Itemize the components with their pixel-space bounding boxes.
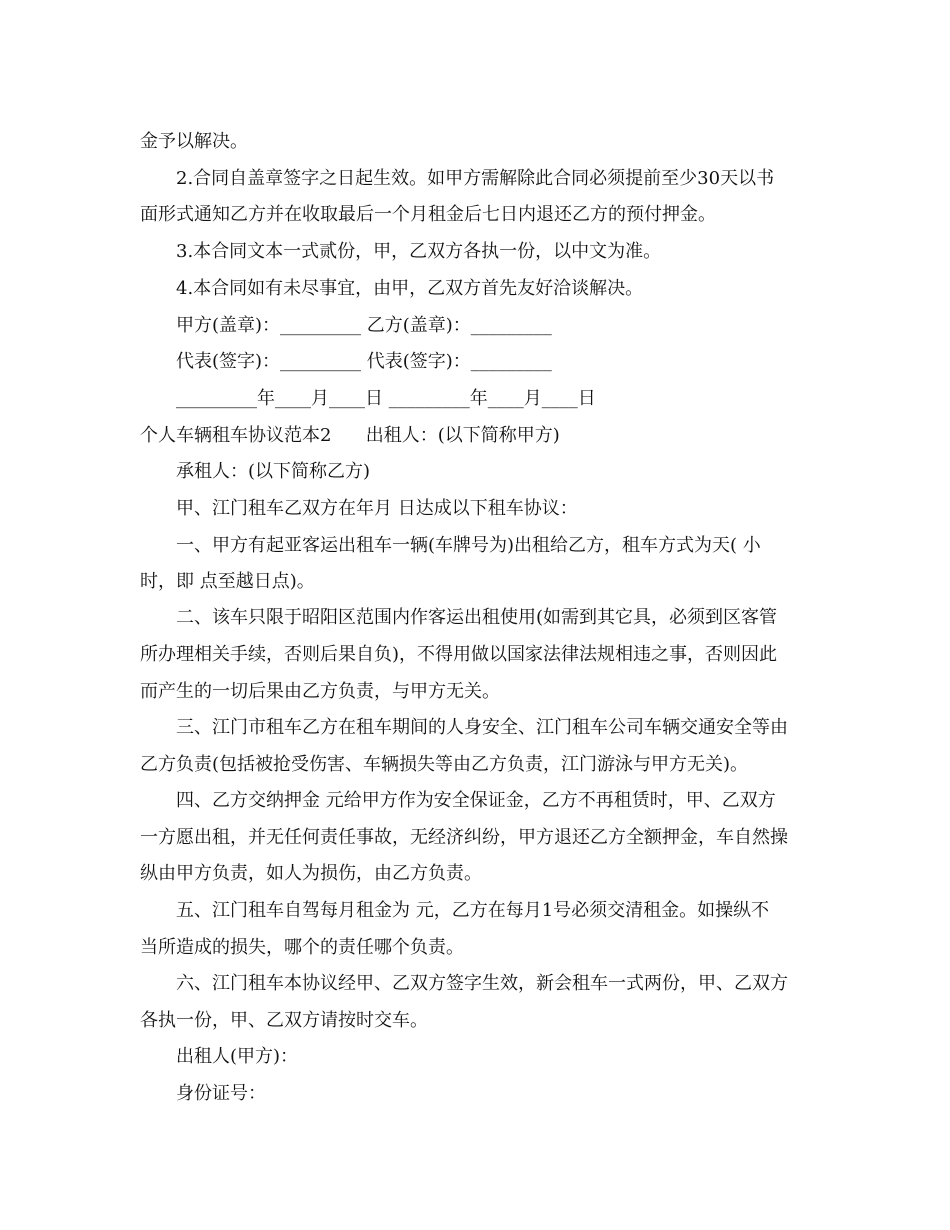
paragraph-line: 金予以解决。	[140, 131, 248, 152]
paragraph-line: 面形式通知乙方并在收取最后一个月租金后七日内退还乙方的预付押金。	[140, 204, 716, 225]
section-heading: 个人车辆租车协议范本2 出租人：(以下简称甲方)	[140, 425, 560, 446]
paragraph-line: 4.本合同如有未尽事宜，由甲，乙双方首先友好洽谈解决。	[176, 278, 644, 299]
lessor-label: 出租人(甲方)：	[176, 1046, 299, 1067]
signature-line-seal: 甲方(盖章)：_________ 乙方(盖章)：_________	[176, 315, 552, 336]
paragraph-line: 一、甲方有起亚客运出租车一辆(车牌号为)出租给乙方，租车方式为天( 小	[176, 535, 761, 556]
paragraph-line: 所办理相关手续，否则后果自负)，不得用做以国家法律法规相违之事，否则因此	[140, 644, 778, 665]
id-number-label: 身份证号：	[176, 1083, 266, 1104]
date-line: _________年____月____日 _________年____月____日	[176, 388, 596, 409]
paragraph-line: 各执一份，甲、乙双方请按时交车。	[140, 1010, 428, 1031]
paragraph-line: 3.本合同文本一式贰份，甲，乙双方各执一份，以中文为准。	[176, 241, 662, 262]
paragraph-line: 当所造成的损失，哪个的责任哪个负责。	[140, 937, 464, 958]
paragraph-line: 承租人：(以下简称乙方)	[176, 461, 371, 482]
paragraph-line: 二、该车只限于昭阳区范围内作客运出租使用(如需到其它具，必须到区客管	[176, 607, 778, 628]
paragraph-line: 三、江门市租车乙方在租车期间的人身安全、江门租车公司车辆交通安全等由	[176, 717, 788, 738]
paragraph-line: 时，即 点至越日点)。	[140, 571, 315, 592]
paragraph-line: 2.合同自盖章签字之日起生效。如甲方需解除此合同必须提前至少30天以书	[176, 168, 775, 189]
paragraph-line: 而产生的一切后果由乙方负责，与甲方无关。	[140, 681, 500, 702]
paragraph-line: 甲、江门租车乙双方在年月 日达成以下租车协议：	[176, 498, 578, 519]
paragraph-line: 乙方负责(包括被抢受伤害、车辆损失等由乙方负责，江门游泳与甲方无关)。	[140, 754, 749, 775]
paragraph-line: 四、乙方交纳押金 元给甲方作为安全保证金，乙方不再租赁时，甲、乙双方	[176, 790, 776, 811]
paragraph-line: 五、江门租车自驾每月租金为 元，乙方在每月1号必须交清租金。如操纵不	[176, 900, 770, 921]
paragraph-line: 纵由甲方负责，如人为损伤，由乙方负责。	[140, 863, 482, 884]
signature-line-rep: 代表(签字)：_________ 代表(签字)：_________	[176, 351, 552, 372]
paragraph-line: 六、江门租车本协议经甲、乙双方签字生效，新会租车一式两份，甲、乙双方	[176, 973, 788, 994]
paragraph-line: 一方愿出租，并无任何责任事故，无经济纠纷，甲方退还乙方全额押金，车自然操	[140, 827, 788, 848]
